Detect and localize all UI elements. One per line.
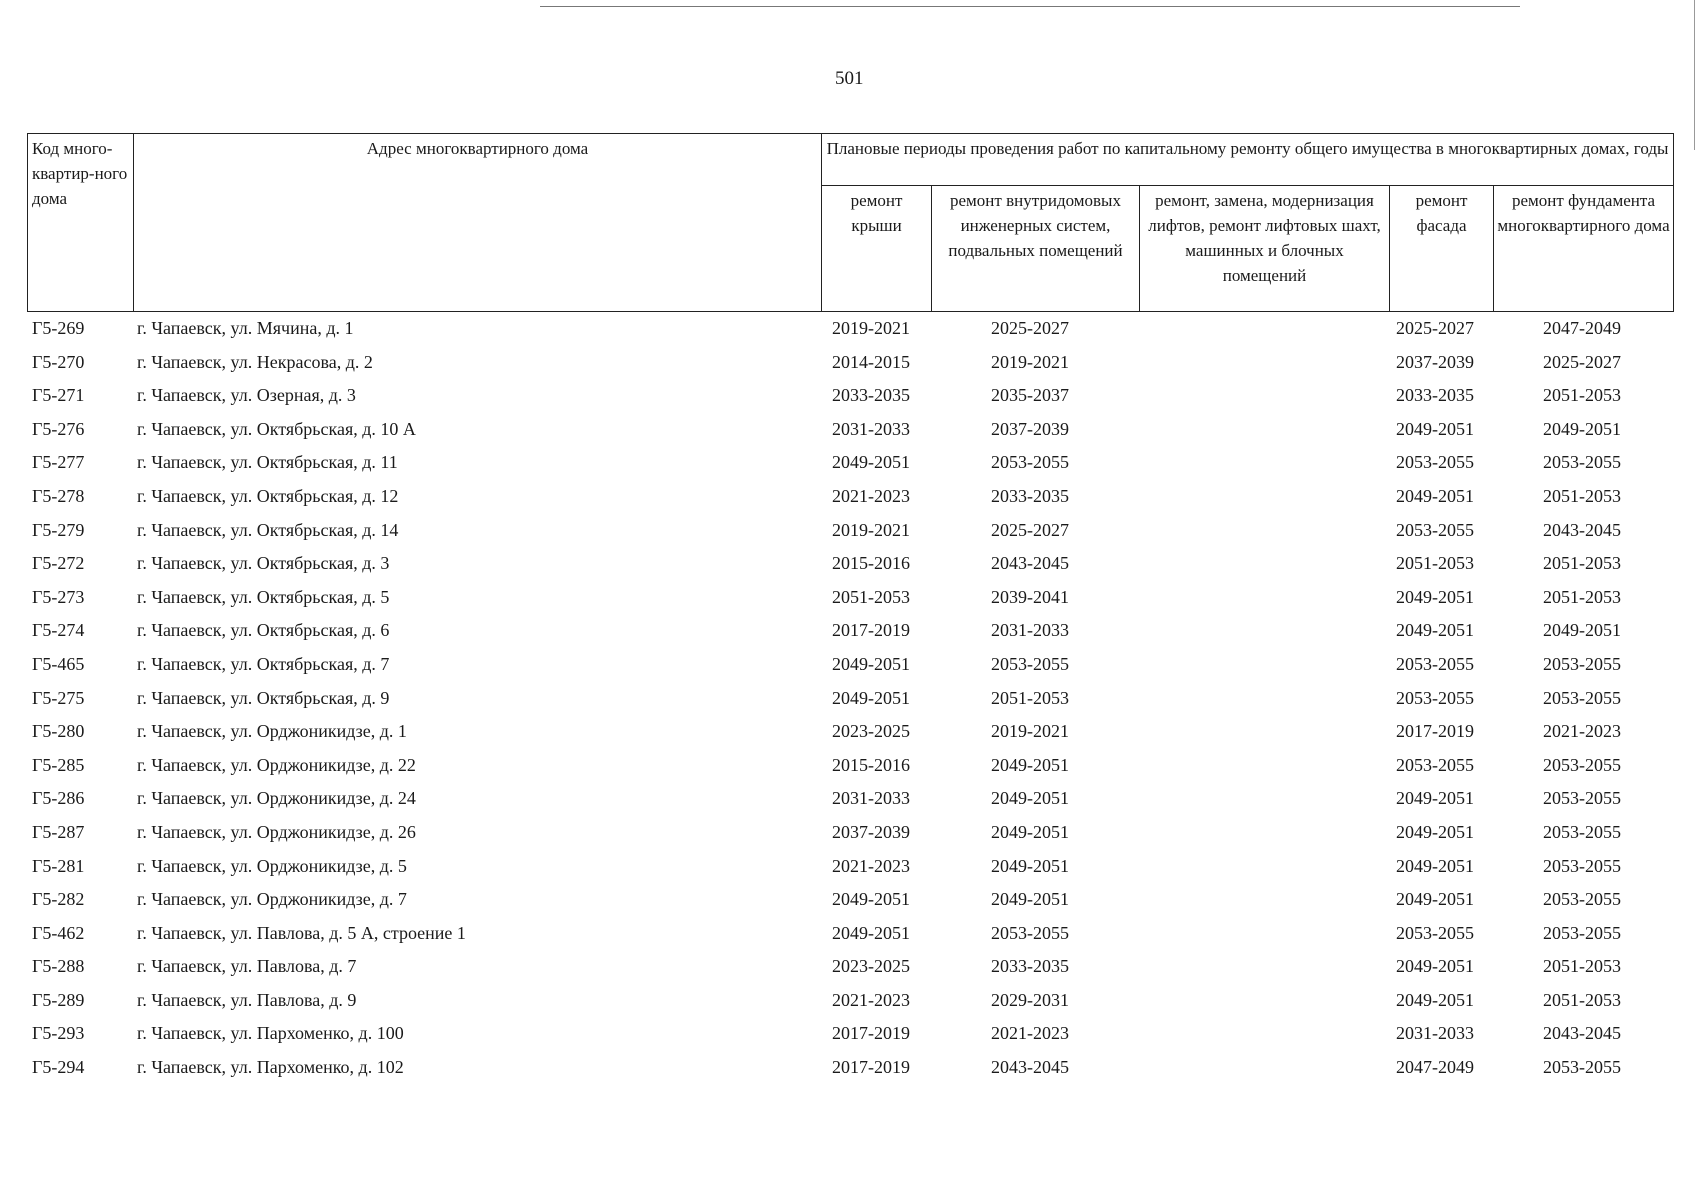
cell-address: г. Чапаевск, ул. Орджоникидзе, д. 7 — [137, 889, 407, 910]
cell-code: Г5-272 — [32, 553, 85, 574]
cell-engineering: 2031-2033 — [991, 620, 1069, 641]
cell-foundation: 2053-2055 — [1543, 754, 1621, 775]
cell-engineering: 2035-2037 — [991, 385, 1069, 406]
cell-address: г. Чапаевск, ул. Орджоникидзе, д. 5 — [137, 855, 407, 876]
cell-address: г. Чапаевск, ул. Пархоменко, д. 100 — [137, 1023, 404, 1044]
cell-address: г. Чапаевск, ул. Павлова, д. 9 — [137, 989, 357, 1010]
cell-facade: 2053-2055 — [1396, 519, 1474, 540]
cell-code: Г5-278 — [32, 485, 85, 506]
cell-code: Г5-294 — [32, 1057, 85, 1078]
cell-facade: 2051-2053 — [1396, 553, 1474, 574]
cell-engineering: 2043-2045 — [991, 553, 1069, 574]
cell-foundation: 2053-2055 — [1543, 452, 1621, 473]
cell-engineering: 2021-2023 — [991, 1023, 1069, 1044]
cell-foundation: 2049-2051 — [1543, 620, 1621, 641]
table-row — [27, 952, 1673, 986]
cell-foundation: 2049-2051 — [1543, 418, 1621, 439]
cell-engineering: 2029-2031 — [991, 989, 1069, 1010]
cell-engineering: 2043-2045 — [991, 1057, 1069, 1078]
cell-engineering: 2049-2051 — [991, 889, 1069, 910]
cell-address: г. Чапаевск, ул. Мячина, д. 1 — [137, 318, 354, 338]
cell-engineering: 2037-2039 — [991, 418, 1069, 439]
header-address: Адрес многоквартирного дома — [134, 134, 822, 312]
cell-facade: 2049-2051 — [1396, 821, 1474, 842]
cell-address: г. Чапаевск, ул. Октябрьская, д. 3 — [137, 553, 390, 574]
table-row — [27, 1053, 1673, 1087]
cell-code: Г5-273 — [32, 586, 85, 607]
cell-foundation: 2053-2055 — [1543, 821, 1621, 842]
cell-engineering: 2019-2021 — [991, 721, 1069, 742]
cell-facade: 2053-2055 — [1396, 452, 1474, 473]
cell-address: г. Чапаевск, ул. Октябрьская, д. 5 — [137, 586, 390, 607]
cell-address: г. Чапаевск, ул. Октябрьская, д. 10 А — [137, 418, 416, 439]
header-foundation: ремонт фундамента многоквартирного дома — [1494, 186, 1674, 312]
cell-foundation: 2021-2023 — [1543, 721, 1621, 742]
cell-code: Г5-293 — [32, 1023, 85, 1044]
table-row — [27, 1019, 1673, 1053]
cell-roof: 2017-2019 — [832, 1057, 910, 1078]
cell-address: г. Чапаевск, ул. Пархоменко, д. 102 — [137, 1057, 404, 1078]
cell-address: г. Чапаевск, ул. Октябрьская, д. 12 — [137, 485, 399, 506]
table-row — [27, 381, 1673, 415]
cell-address: г. Чапаевск, ул. Октябрьская, д. 9 — [137, 687, 390, 708]
cell-foundation: 2051-2053 — [1543, 956, 1621, 977]
cell-code: Г5-281 — [32, 855, 85, 876]
table-row — [27, 684, 1673, 718]
header-periods: Плановые периоды проведения работ по капитальному ремонту общего имущества в многоквартирных домах, годы — [822, 134, 1674, 186]
cell-engineering: 2039-2041 — [991, 586, 1069, 607]
cell-facade: 2049-2051 — [1396, 620, 1474, 641]
cell-roof: 2019-2021 — [832, 318, 910, 338]
cell-address: г. Чапаевск, ул. Октябрьская, д. 7 — [137, 653, 390, 674]
cell-foundation: 2043-2045 — [1543, 1023, 1621, 1044]
cell-facade: 2017-2019 — [1396, 721, 1474, 742]
table-row — [27, 784, 1673, 818]
cell-roof: 2021-2023 — [832, 485, 910, 506]
header-facade: ремонт фасада — [1390, 186, 1494, 312]
cell-foundation: 2047-2049 — [1543, 318, 1621, 338]
top-scan-line — [540, 6, 1520, 7]
cell-address: г. Чапаевск, ул. Орджоникидзе, д. 22 — [137, 754, 416, 775]
table-row — [27, 650, 1673, 684]
cell-roof: 2019-2021 — [832, 519, 910, 540]
cell-engineering: 2053-2055 — [991, 922, 1069, 943]
cell-facade: 2049-2051 — [1396, 485, 1474, 506]
header-engineering: ремонт внутридомовых инженерных систем, подвальных помещений — [932, 186, 1140, 312]
cell-roof: 2049-2051 — [832, 452, 910, 473]
cell-engineering: 2049-2051 — [991, 788, 1069, 809]
table-row — [27, 852, 1673, 886]
cell-foundation: 2053-2055 — [1543, 687, 1621, 708]
table-row — [27, 583, 1673, 617]
table-row — [27, 751, 1673, 785]
table-row — [27, 549, 1673, 583]
cell-facade: 2053-2055 — [1396, 754, 1474, 775]
cell-address: г. Чапаевск, ул. Озерная, д. 3 — [137, 385, 356, 406]
cell-facade: 2053-2055 — [1396, 653, 1474, 674]
table-row — [27, 717, 1673, 751]
cell-code: Г5-282 — [32, 889, 85, 910]
cell-address: г. Чапаевск, ул. Октябрьская, д. 11 — [137, 452, 398, 473]
cell-foundation: 2025-2027 — [1543, 351, 1621, 372]
cell-facade: 2025-2027 — [1396, 318, 1474, 338]
table-row — [27, 986, 1673, 1020]
cell-code: Г5-280 — [32, 721, 85, 742]
header-roof: ремонт крыши — [822, 186, 932, 312]
cell-address: г. Чапаевск, ул. Павлова, д. 7 — [137, 956, 357, 977]
cell-roof: 2017-2019 — [832, 1023, 910, 1044]
cell-facade: 2049-2051 — [1396, 855, 1474, 876]
cell-address: г. Чапаевск, ул. Орджоникидзе, д. 24 — [137, 788, 416, 809]
cell-engineering: 2019-2021 — [991, 351, 1069, 372]
cell-foundation: 2043-2045 — [1543, 519, 1621, 540]
cell-foundation: 2051-2053 — [1543, 989, 1621, 1010]
cell-foundation: 2053-2055 — [1543, 788, 1621, 809]
cell-roof: 2021-2023 — [832, 989, 910, 1010]
cell-facade: 2037-2039 — [1396, 351, 1474, 372]
cell-foundation: 2053-2055 — [1543, 653, 1621, 674]
cell-engineering: 2033-2035 — [991, 485, 1069, 506]
table-row — [27, 885, 1673, 919]
cell-roof: 2031-2033 — [832, 418, 910, 439]
cell-address: г. Чапаевск, ул. Октябрьская, д. 6 — [137, 620, 390, 641]
table-row — [27, 818, 1673, 852]
table-row — [27, 448, 1673, 482]
cell-code: Г5-462 — [32, 922, 85, 943]
cell-foundation: 2053-2055 — [1543, 855, 1621, 876]
cell-engineering: 2053-2055 — [991, 653, 1069, 674]
cell-facade: 2049-2051 — [1396, 889, 1474, 910]
cell-engineering: 2049-2051 — [991, 754, 1069, 775]
cell-roof: 2021-2023 — [832, 855, 910, 876]
table-body — [27, 314, 1673, 1087]
cell-facade: 2049-2051 — [1396, 956, 1474, 977]
cell-foundation: 2051-2053 — [1543, 586, 1621, 607]
cell-address: г. Чапаевск, ул. Орджоникидзе, д. 26 — [137, 821, 416, 842]
cell-roof: 2049-2051 — [832, 687, 910, 708]
cell-foundation: 2053-2055 — [1543, 1057, 1621, 1078]
cell-address: г. Чапаевск, ул. Некрасова, д. 2 — [137, 351, 373, 372]
cell-engineering: 2049-2051 — [991, 821, 1069, 842]
cell-foundation: 2053-2055 — [1543, 889, 1621, 910]
cell-code: Г5-289 — [32, 989, 85, 1010]
cell-foundation: 2053-2055 — [1543, 922, 1621, 943]
cell-address: г. Чапаевск, ул. Октябрьская, д. 14 — [137, 519, 399, 540]
cell-code: Г5-270 — [32, 351, 85, 372]
cell-roof: 2031-2033 — [832, 788, 910, 809]
cell-roof: 2049-2051 — [832, 653, 910, 674]
cell-facade: 2049-2051 — [1396, 418, 1474, 439]
table-row — [27, 482, 1673, 516]
cell-roof: 2015-2016 — [832, 553, 910, 574]
table-row — [27, 919, 1673, 953]
cell-roof: 2049-2051 — [832, 889, 910, 910]
cell-engineering: 2025-2027 — [991, 519, 1069, 540]
cell-code: Г5-286 — [32, 788, 85, 809]
cell-roof: 2015-2016 — [832, 754, 910, 775]
table-row — [27, 516, 1673, 550]
right-scan-edge — [1694, 0, 1695, 150]
header-elevators: ремонт, замена, модернизация лифтов, ремонт лифтовых шахт, машинных и блочных помещений — [1140, 186, 1390, 312]
cell-facade: 2053-2055 — [1396, 922, 1474, 943]
cell-roof: 2033-2035 — [832, 385, 910, 406]
cell-code: Г5-285 — [32, 754, 85, 775]
cell-code: Г5-275 — [32, 687, 85, 708]
cell-roof: 2037-2039 — [832, 821, 910, 842]
cell-address: г. Чапаевск, ул. Орджоникидзе, д. 1 — [137, 721, 407, 742]
cell-facade: 2049-2051 — [1396, 788, 1474, 809]
cell-roof: 2049-2051 — [832, 922, 910, 943]
cell-roof: 2014-2015 — [832, 351, 910, 372]
cell-facade: 2049-2051 — [1396, 989, 1474, 1010]
cell-code: Г5-269 — [32, 318, 85, 338]
cell-roof: 2023-2025 — [832, 956, 910, 977]
page-number: 501 — [835, 68, 864, 89]
cell-roof: 2017-2019 — [832, 620, 910, 641]
cell-roof: 2051-2053 — [832, 586, 910, 607]
cell-code: Г5-287 — [32, 821, 85, 842]
cell-engineering: 2033-2035 — [991, 956, 1069, 977]
cell-code: Г5-271 — [32, 385, 85, 406]
cell-code: Г5-277 — [32, 452, 85, 473]
cell-code: Г5-288 — [32, 956, 85, 977]
header-code: Код много-квартир-ного дома — [28, 134, 134, 312]
cell-code: Г5-276 — [32, 418, 85, 439]
cell-code: Г5-465 — [32, 653, 85, 674]
table-row — [27, 616, 1673, 650]
cell-roof: 2023-2025 — [832, 721, 910, 742]
cell-engineering: 2025-2027 — [991, 318, 1069, 338]
cell-facade: 2053-2055 — [1396, 687, 1474, 708]
cell-address: г. Чапаевск, ул. Павлова, д. 5 А, строение 1 — [137, 922, 466, 943]
table-row — [27, 348, 1673, 382]
cell-foundation: 2051-2053 — [1543, 385, 1621, 406]
cell-engineering: 2049-2051 — [991, 855, 1069, 876]
cell-facade: 2049-2051 — [1396, 586, 1474, 607]
cell-engineering: 2051-2053 — [991, 687, 1069, 708]
cell-facade: 2033-2035 — [1396, 385, 1474, 406]
cell-code: Г5-274 — [32, 620, 85, 641]
table-row — [27, 314, 1673, 348]
cell-engineering: 2053-2055 — [991, 452, 1069, 473]
table-header — [27, 133, 1674, 312]
cell-facade: 2031-2033 — [1396, 1023, 1474, 1044]
cell-code: Г5-279 — [32, 519, 85, 540]
table-row — [27, 415, 1673, 449]
cell-facade: 2047-2049 — [1396, 1057, 1474, 1078]
cell-foundation: 2051-2053 — [1543, 553, 1621, 574]
cell-foundation: 2051-2053 — [1543, 485, 1621, 506]
